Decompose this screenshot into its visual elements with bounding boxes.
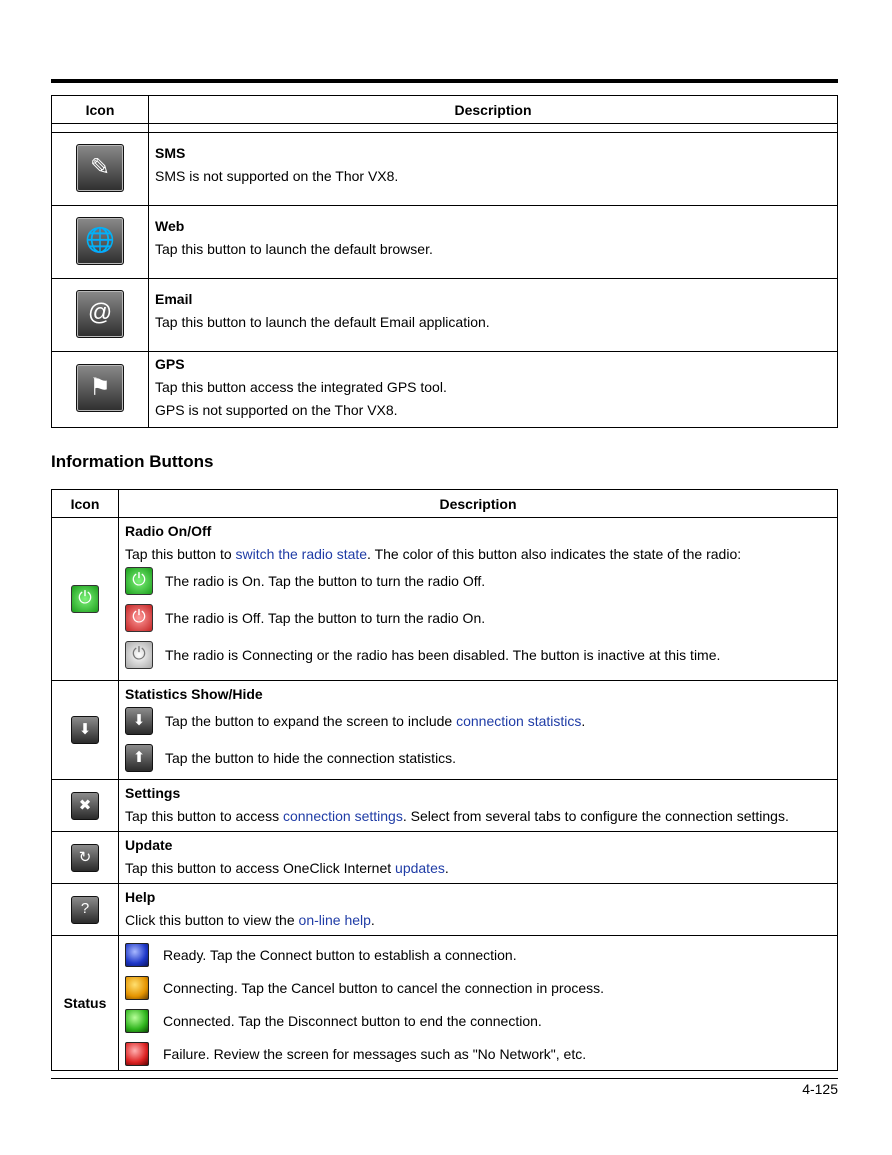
connection-statistics-link[interactable]: connection statistics — [456, 712, 582, 729]
power-on-icon: ⏻ — [125, 567, 153, 595]
table-row-help — [52, 884, 838, 936]
row-title: Settings — [125, 785, 181, 801]
switch-radio-link[interactable]: switch the radio state — [235, 546, 368, 562]
online-help-link[interactable]: on-line help — [298, 912, 371, 928]
row-text: Tap this button to launch the default Email application. — [155, 314, 490, 330]
row-text: SMS is not supported on the Thor VX8. — [155, 168, 399, 184]
row-text: Tap this button to launch the default browser. — [155, 241, 433, 257]
red-status-icon — [125, 1042, 149, 1066]
table-row — [52, 279, 838, 352]
question-icon: ? — [71, 896, 99, 924]
sms-icon: ✎ — [76, 144, 124, 192]
list-item: Connecting. Tap the Cancel button to cancel the connection in process. — [125, 971, 831, 1004]
list-item: ⬆ Tap the button to hide the connection statistics. — [125, 739, 831, 776]
row-text: Tap this button to switch the radio state. The color of this button also indicates the state of the radio: — [125, 546, 742, 562]
row-title: Web — [155, 218, 185, 234]
table-row — [52, 133, 838, 206]
updates-link[interactable]: updates — [395, 860, 445, 876]
top-rule — [51, 79, 838, 83]
power-icon: ⏻ — [71, 585, 99, 613]
col-header-icon: Icon — [52, 96, 149, 124]
bottom-rule — [51, 1078, 838, 1079]
status-label: Status — [52, 936, 119, 1071]
list-item: ⏻ The radio is On. Tap the button to turn the radio Off. — [125, 562, 831, 599]
row-text: Click this button to view the on-line help. — [125, 912, 375, 928]
list-item: ⏻ The radio is Off. Tap the button to turn the radio On. — [125, 599, 831, 636]
row-title: Statistics Show/Hide — [125, 686, 263, 702]
row-title: Radio On/Off — [125, 523, 212, 539]
col-header-description: Description — [149, 96, 838, 124]
list-item: ⬇ Tap the button to expand the screen to include connection statistics. — [125, 702, 831, 739]
table-row-update — [52, 832, 838, 884]
flag-icon: ⚑ — [76, 364, 124, 412]
at-sign-icon: @ — [76, 290, 124, 338]
arrow-down-icon: ⬇ — [125, 707, 153, 735]
table-row — [52, 206, 838, 279]
row-title: Help — [125, 889, 156, 905]
row-title: Update — [125, 837, 173, 853]
row-text: GPS is not supported on the Thor VX8. — [155, 402, 398, 418]
information-buttons-table — [51, 489, 838, 1071]
list-item: ⏻ The radio is Connecting or the radio has been disabled. The button is inactive at this time. — [125, 636, 831, 673]
row-title: Email — [155, 291, 193, 307]
row-text: Tap this button to access connection settings. Select from several tabs to configure the connection settings. — [125, 808, 789, 824]
table-row-radio — [52, 518, 838, 681]
row-text: Tap this button access the integrated GPS tool. — [155, 379, 447, 395]
list-item: Failure. Review the screen for messages such as "No Network", etc. — [125, 1037, 831, 1070]
list-item: Ready. Tap the Connect button to establish a connection. — [125, 938, 831, 971]
globe-icon: 🌐 — [76, 217, 124, 265]
col-header-icon: Icon — [52, 490, 119, 518]
green-status-icon — [125, 1009, 149, 1033]
refresh-icon: ↻ — [71, 844, 99, 872]
table-row-statistics — [52, 681, 838, 780]
list-item: Connected. Tap the Disconnect button to end the connection. — [125, 1004, 831, 1037]
blue-status-icon — [125, 943, 149, 967]
arrow-up-icon: ⬆ — [125, 744, 153, 772]
row-title: GPS — [155, 356, 185, 372]
orange-status-icon — [125, 976, 149, 1000]
tools-icon: ✖ — [71, 792, 99, 820]
section-title: Information Buttons — [51, 452, 214, 471]
table-row — [52, 352, 838, 428]
power-disabled-icon: ⏻ — [125, 641, 153, 669]
row-title: SMS — [155, 145, 186, 161]
arrow-down-icon: ⬇ — [71, 716, 99, 744]
power-off-icon: ⏻ — [125, 604, 153, 632]
table-row-status — [52, 936, 838, 1071]
connection-settings-link[interactable]: connection settings — [282, 808, 403, 824]
row-text: Tap this button to access OneClick Internet updates. — [125, 860, 449, 876]
page-number: 4-125 — [802, 1081, 838, 1097]
launch-buttons-table — [51, 95, 838, 428]
table-row-settings — [52, 780, 838, 832]
col-header-description: Description — [119, 490, 838, 518]
